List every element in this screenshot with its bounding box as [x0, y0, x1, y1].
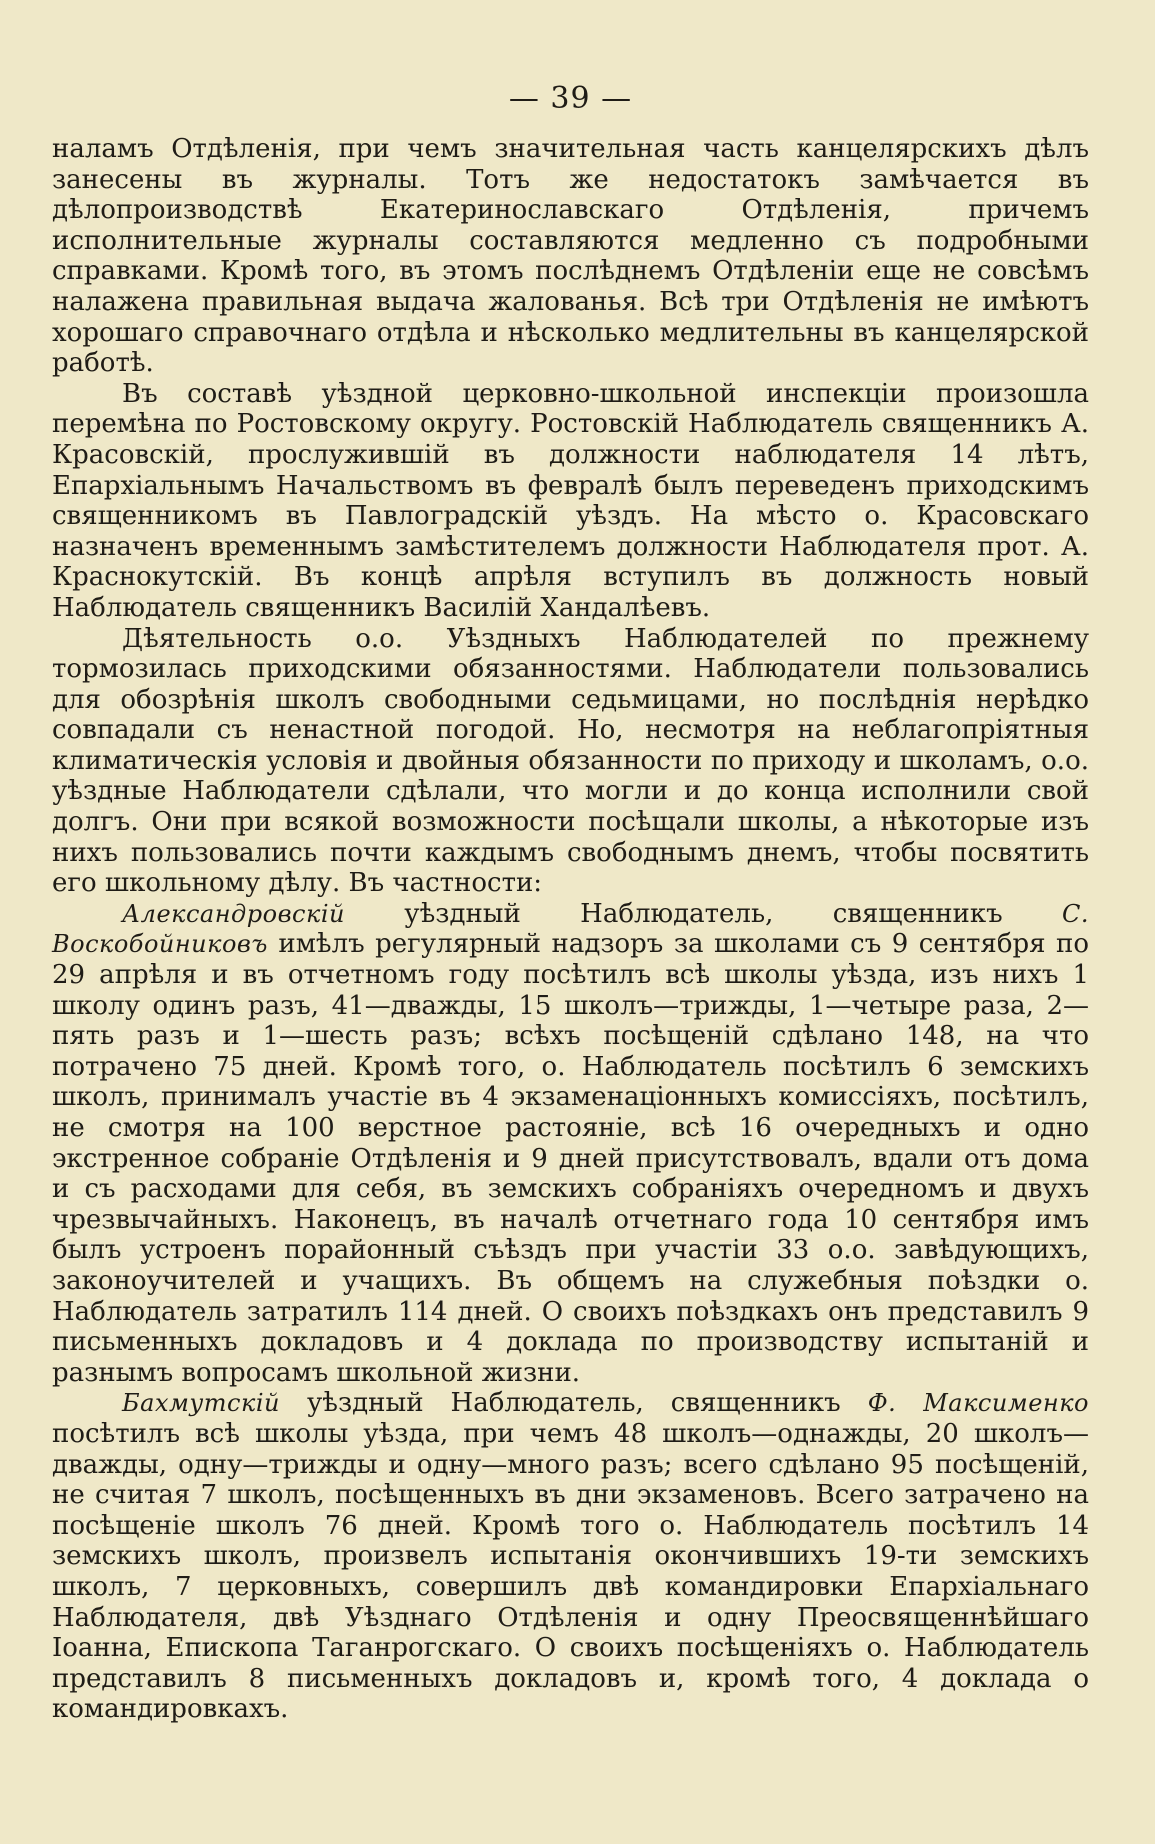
paragraph-observers-activity: Дѣятельность о.о. Уѣздныхъ Наблюдателей по прежнему тормозилась приходскими обязанностями. Наблюдатели пользовались для обозрѣнія школъ свободными седьмицами, но послѣднія нерѣдко совпадали съ ненастной погодой. Но, несмотря на неблагопріятныя климатическія условія и двойныя обязанности по приходу и школамъ, о.о. уѣздные Наблюдатели сдѣлали, что могли и до конца исполнили свой долгъ. Они при всякой возможности посѣщали школы, а нѣкоторые изъ нихъ пользовались почти каждымъ свободнымъ днемъ, чтобы посвятить его школьному дѣлу. Въ частности:	[52, 623, 1089, 899]
paragraph-text-part: уѣздный Наблюдатель, священникъ	[279, 1388, 868, 1419]
paragraph-alexandrovsky	[52, 899, 1089, 1389]
paragraph-text-part: уѣздный Наблюдатель, священникъ	[344, 898, 1062, 929]
observer-name-maksimenko: Ф. Максименко	[867, 1389, 1089, 1418]
paragraph-rostov-inspection: Въ составѣ уѣздной церковно-школьной инспекціи произошла перемѣна по Ростовскому округу. Ростовскій Наблюдатель священникъ А. Красовскій, прослужившій въ должности наблюдателя 14 лѣтъ, Епархіальнымъ Начальствомъ въ февралѣ былъ переведенъ приходскимъ священникомъ въ Павлоградскій уѣздъ. На мѣсто о. Красовскаго назначенъ временнымъ замѣстителемъ должности Наблюдателя прот. А. Краснокутскій. Въ концѣ апрѣля вступилъ въ должность новый Наблюдатель священникъ Василій Хандалѣевъ.	[52, 378, 1089, 623]
paragraph-continued: наламъ Отдѣленія, при чемъ значительная часть канцелярскихъ дѣлъ занесены въ журналы. Тотъ же недостатокъ замѣчается въ дѣлопроизводствѣ Екатеринославскаго Отдѣленія, причемъ исполнительные журналы составляются медленно съ подробными справками. Кромѣ того, въ этомъ послѣднемъ Отдѣленіи еще не совсѣмъ налажена правильная выдача жалованья. Всѣ три Отдѣленія не имѣютъ хорошаго справочнаго отдѣла и нѣсколько медлительны въ канцелярской работѣ.	[52, 134, 1089, 379]
district-name-bakhmut: Бахмутскій	[122, 1389, 280, 1418]
paragraph-bakhmut	[52, 1388, 1089, 1725]
paragraph-text-part: имѣлъ регулярный надзоръ за школами съ 9 сентября по 29 апрѣля и въ отчетномъ году посѣтилъ всѣ школы уѣзда, изъ нихъ 1 школу одинъ разъ, 41—дважды, 15 школъ—трижды, 1—четыре раза, 2—пять разъ и 1—шесть разъ; всѣхъ посѣщеній сдѣлано 148, на что потрачено 75 дней. Кромѣ того, о. Наблюдатель посѣтилъ 6 земскихъ школъ, принималъ участіе въ 4 экзаменаціонныхъ комиссіяхъ, посѣтилъ, не смотря на 100 верстное растояніе, всѣ 16 очередныхъ и одно экстренное собраніе Отдѣленія и 9 дней присутствовалъ, вдали отъ дома и съ расходами для себя, въ земскихъ собраніяхъ очередномъ и двухъ чрезвычайныхъ. Наконецъ, въ началѣ отчетнаго года 10 сентября имъ былъ устроенъ порайонный съѣздъ при участіи 33 о.о. завѣдующихъ, законоучителей и учащихъ. Въ общемъ на служебныя поѣздки о. Наблюдатель затратилъ 114 дней. О своихъ поѣздкахъ онъ представилъ 9 письменныхъ докладовъ и 4 доклада по производству испытаній и разнымъ вопросамъ школьной жизни.	[52, 929, 1089, 1388]
district-name-alexandrovsky: Александровскій	[122, 899, 345, 928]
observer-name-voskoboynikov: С. Воскобойниковъ	[52, 899, 1089, 959]
page-number: — 39 —	[508, 81, 633, 116]
paragraph-text-part: посѣтилъ всѣ школы уѣзда, при чемъ 48 школъ—однажды, 20 школъ—дважды, одну—трижды и одну—много разъ; всего сдѣлано 95 посѣщеній, не считая 7 школъ, посѣщенныхъ въ дни экзаменовъ. Всего затрачено на посѣщеніе школъ 76 дней. Кромѣ того о. Наблюдатель посѣтилъ 14 земскихъ школъ, произвелъ испытанія окончившихъ 19-ти земскихъ школъ, 7 церковныхъ, совершилъ двѣ командировки Епархіальнаго Наблюдателя, двѣ Уѣзднаго Отдѣленія и одну Преосвященнѣйшаго Іоанна, Епископа Таганрогскаго. О своихъ посѣщеніяхъ о. Наблюдатель представилъ 8 письменныхъ докладовъ и, кромѣ того, 4 доклада о командировкахъ.	[52, 1418, 1089, 1725]
